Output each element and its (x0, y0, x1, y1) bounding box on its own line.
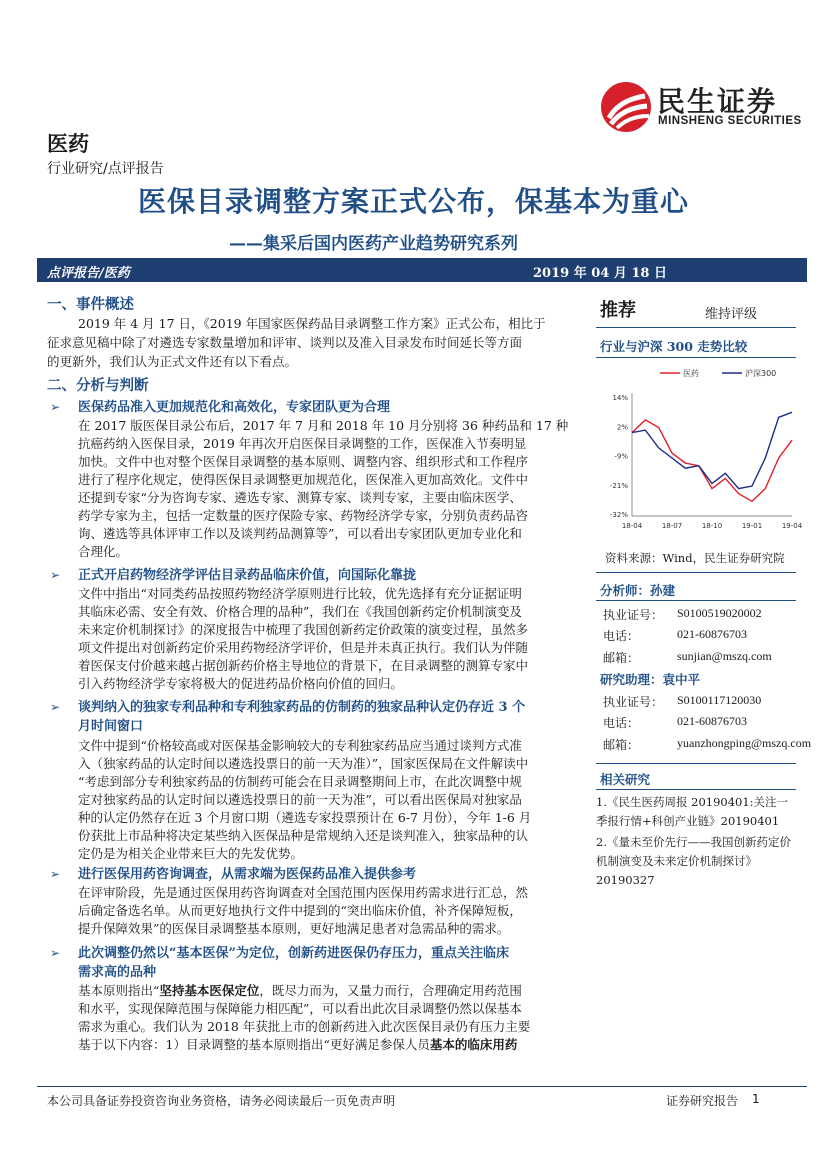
brand-name-en: MINSHENG SECURITIES (658, 115, 802, 127)
bullet-title: 此次调整仍然以“基本医保”为定位，创新药进医保仍存压力，重点关注临床 (78, 946, 509, 961)
page-subtitle: ——集采后国内医药产业趋势研究系列 (229, 234, 518, 254)
section-heading: 一、事件概述 (47, 296, 134, 313)
bullet-title-cont: 月时间窗口 (78, 719, 144, 734)
bullet-title: 谈判纳入的独家专利品种和专利独家药品的仿制药的独家品种认定仍存近 3 个 (78, 700, 526, 715)
footer-label: 证券研究报告 (666, 1094, 739, 1108)
paragraph-line: 后确定备选名单。从而更好地执行文件中提到的“突出临床价值，补齐保障短板， (78, 903, 522, 918)
section-heading: 二、分析与判断 (47, 377, 149, 394)
paragraph-line: 文件中指出“对同类药品按照药物经济学原则进行比较，优先选择有充分证据证明 (78, 586, 522, 601)
x-tick-label: 19-01 (741, 522, 763, 530)
x-tick-label: 18-07 (661, 522, 683, 530)
divider (596, 572, 796, 573)
paragraph-line: 引入药物经济学专家将极大的促进药品价格向价值的回归。 (78, 676, 404, 691)
footer-disclaimer: 本公司具备证券投资咨询业务资格，请务必阅读最后一页免责声明 (47, 1094, 396, 1108)
page-title: 医保目录调整方案正式公布，保基本为重心 (137, 185, 689, 218)
analyst-email[interactable]: sunjian@mszq.com (677, 649, 772, 663)
bullet-title-cont: 需求高的品种 (78, 965, 157, 980)
paragraph-line: 定对独家药品的认定时间以遴选投票日的前一天为准”，可以看出医保局对独家品 (78, 792, 522, 807)
brand-logo-icon (601, 82, 651, 132)
legend-label: 医药 (683, 369, 699, 378)
y-tick-label: -32% (609, 511, 628, 519)
bullet-title: 进行医保用药咨询调查，从需求端为医保药品准入提供参考 (78, 867, 417, 882)
rating-label: 推荐 (600, 300, 636, 321)
paragraph-line: 文件中提到“价格较高或对医保基金影响较大的专利独家药品应当通过谈判方式准 (78, 738, 522, 753)
report-date: 2019 年 04 月 18 日 (533, 266, 667, 281)
divider (596, 763, 796, 764)
paragraph-line: 加快。文件中也对整个医保目录调整的基本原则、调整内容、组织形式和工作程序 (78, 454, 529, 469)
analyst-phone-label: 电话： (603, 629, 640, 643)
bullet-body (78, 884, 574, 938)
bullet-body (78, 417, 574, 561)
paragraph-line: 提升保障效果”的医保目录调整基本原则，更好地满足患者对急需品种的需求。 (78, 921, 510, 936)
x-tick-label: 19-04 (781, 522, 803, 530)
analyst-cert: S0100519020002 (677, 606, 762, 620)
bullet-arrow-icon: ➢ (50, 568, 61, 582)
chart-source: 资料来源：Wind，民生证券研究院 (605, 551, 785, 565)
assistant-phone: 021-60876703 (677, 714, 747, 728)
paragraph-line: 未来定价机制探讨》的深度报告中梳理了我国创新药定价政策的演变过程，虽然多 (78, 622, 529, 637)
related-item[interactable]: 2.《量未至价先行——我国创新药定价机制演变及未来定价机制探讨》20190327 (596, 835, 791, 887)
chart-title: 行业与沪深 300 走势比较 (600, 339, 748, 354)
paragraph-line: “考虑到部分专利独家药品的仿制药可能会在目录调整期间上市，在此次调整中规 (78, 774, 522, 789)
analyst-cert-label: 执业证号： (603, 608, 664, 622)
paragraph-line: 需求为重心。我们认为 2018 年获批上市的创新药进入此次医保目录仍有压力主要 (78, 1019, 531, 1034)
paragraph-line: 项文件提出对创新药定价采用药物经济学评价，但是并未真正执行。我们认为伴随 (78, 640, 529, 655)
paragraph-line: 进行了程序化规定，使得医保目录调整更加规范化，医保准入更加高效化。文件中 (78, 472, 529, 487)
bullet-body (78, 1000, 574, 1036)
report-category: 点评报告/医药 (47, 266, 130, 281)
paragraph-line: 定仍是为相关企业带来巨大的先发优势。 (78, 846, 304, 861)
paragraph-line: 份获批上市品种将决定某些纳入医保品种是常规纳入还是谈判准入，独家品种的认 (78, 828, 529, 843)
assistant-cert-label: 执业证号： (603, 695, 664, 709)
paragraph-line: 征求意见稿中除了对遴选专家数量增加和评审、谈判以及准入目录发布时间延长等方面 (47, 335, 523, 350)
bullet-arrow-icon: ➢ (50, 400, 61, 414)
assistant-phone-label: 电话： (603, 716, 640, 730)
divider (596, 600, 796, 601)
paragraph-line: 在 2017 版医保目录公布后，2017 年 7 月和 2018 年 10 月分别将 36 种药品和 17 种 (78, 418, 569, 433)
paragraph-line: 抗癌药纳入医保目录，2019 年再次开启医保目录调整的工作，医保准入节奏明显 (78, 436, 527, 451)
y-tick-label: 2% (616, 423, 628, 432)
series-line-0 (632, 420, 792, 501)
y-tick-label: -9% (614, 452, 628, 461)
legend-label: 沪深300 (745, 369, 777, 378)
bullet-body-line: 基于以下内容：1）目录调整的基本原则指出“更好满足参保人员基本的临床用药 (78, 1037, 518, 1052)
paragraph-line: 其临床必需、安全有效、价格合理的品种”，我们在《我国创新药定价机制演变及 (78, 604, 522, 619)
x-tick-label: 18-04 (621, 522, 643, 530)
y-tick-label: 14% (612, 394, 628, 402)
related-item[interactable]: 1.《民生医药周报 20190401:关注一季报行情+科创产业链》20190401 (596, 795, 789, 828)
divider (596, 327, 796, 328)
paragraph-line: 询、遴选等具体评审工作以及谈判药品测算等”，可以看出专家团队更加专业化和 (78, 526, 522, 541)
bullet-arrow-icon: ➢ (50, 946, 61, 960)
paragraph-line: 还提到专家“分为咨询专家、遴选专家、测算专家、谈判专家，主要由临床医学、 (78, 490, 522, 505)
bullet-arrow-icon: ➢ (50, 867, 61, 881)
industry-label: 医药 (47, 132, 89, 156)
rating-value: 维持评级 (705, 307, 758, 322)
paragraph-line: 合理化。 (78, 544, 129, 559)
footer-divider (37, 1086, 807, 1087)
paragraph-line: 着医保支付价越来越占据创新药价格主导地位的背景下，在目录调整的测算专家中 (78, 658, 529, 673)
divider (596, 357, 796, 358)
paragraph-line: 在评审阶段，先是通过医保用药咨询调查对全国范围内医保用药需求进行汇总，然 (78, 885, 529, 900)
paragraph-line: 入（独家药品的认定时间以遴选投票日的前一天为准）”，国家医保局在文件解读中 (78, 756, 529, 771)
assistant-email-label: 邮箱： (603, 738, 640, 752)
assistant-heading: 研究助理：袁中平 (600, 672, 701, 687)
paragraph-line: 种的认定仍然存在近 3 个月窗口期（遴选专家投票预计在 6-7 月份），今年 1-6 月 (78, 810, 532, 825)
analyst-phone: 021-60876703 (677, 627, 747, 641)
related-heading: 相关研究 (600, 772, 651, 787)
bullet-title: 正式开启药物经济学评估目录药品临床价值，向国际化靠拢 (78, 568, 417, 583)
analyst-heading: 分析师：孙建 (600, 583, 676, 598)
assistant-email[interactable]: yuanzhongping@mszq.com (677, 736, 812, 750)
series-line-1 (632, 412, 792, 488)
paragraph-line: 药学专家为主，包括一定数量的医疗保险专家、药物经济学专家，分别负责药品咨 (78, 508, 529, 523)
assistant-cert: S0100117120030 (677, 693, 762, 707)
bullet-body (78, 585, 574, 693)
paragraph-line: 的更新外，我们认为正式文件还有以下看点。 (47, 354, 298, 369)
page-number: 1 (752, 1092, 760, 1106)
trend-chart (600, 362, 803, 537)
report-type: 行业研究/点评报告 (47, 161, 164, 177)
report-bar (37, 258, 807, 282)
y-tick-label: -21% (609, 481, 628, 490)
paragraph-line: 2019 年 4 月 17 日，《2019 年国家医保药品目录调整工作方案》正式公布，相比于 (78, 316, 546, 331)
divider (596, 789, 796, 790)
x-tick-label: 18-10 (701, 522, 723, 530)
bullet-title: 医保药品准入更加规范化和高效化，专家团队更为合理 (78, 400, 391, 415)
brand-name: 民生证券 (657, 85, 778, 118)
bullet-arrow-icon: ➢ (50, 700, 61, 714)
paragraph-line: 和水平，实现保障范围与保障能力相匹配”，可以看出此次目录调整仍然以保基本 (78, 1001, 522, 1016)
bullet-body (78, 737, 574, 863)
bullet-body-line: 基本原则指出“坚持基本医保定位，既尽力而为，又量力而行，合理确定用药范围 (78, 983, 522, 998)
analyst-email-label: 邮箱： (603, 651, 640, 665)
